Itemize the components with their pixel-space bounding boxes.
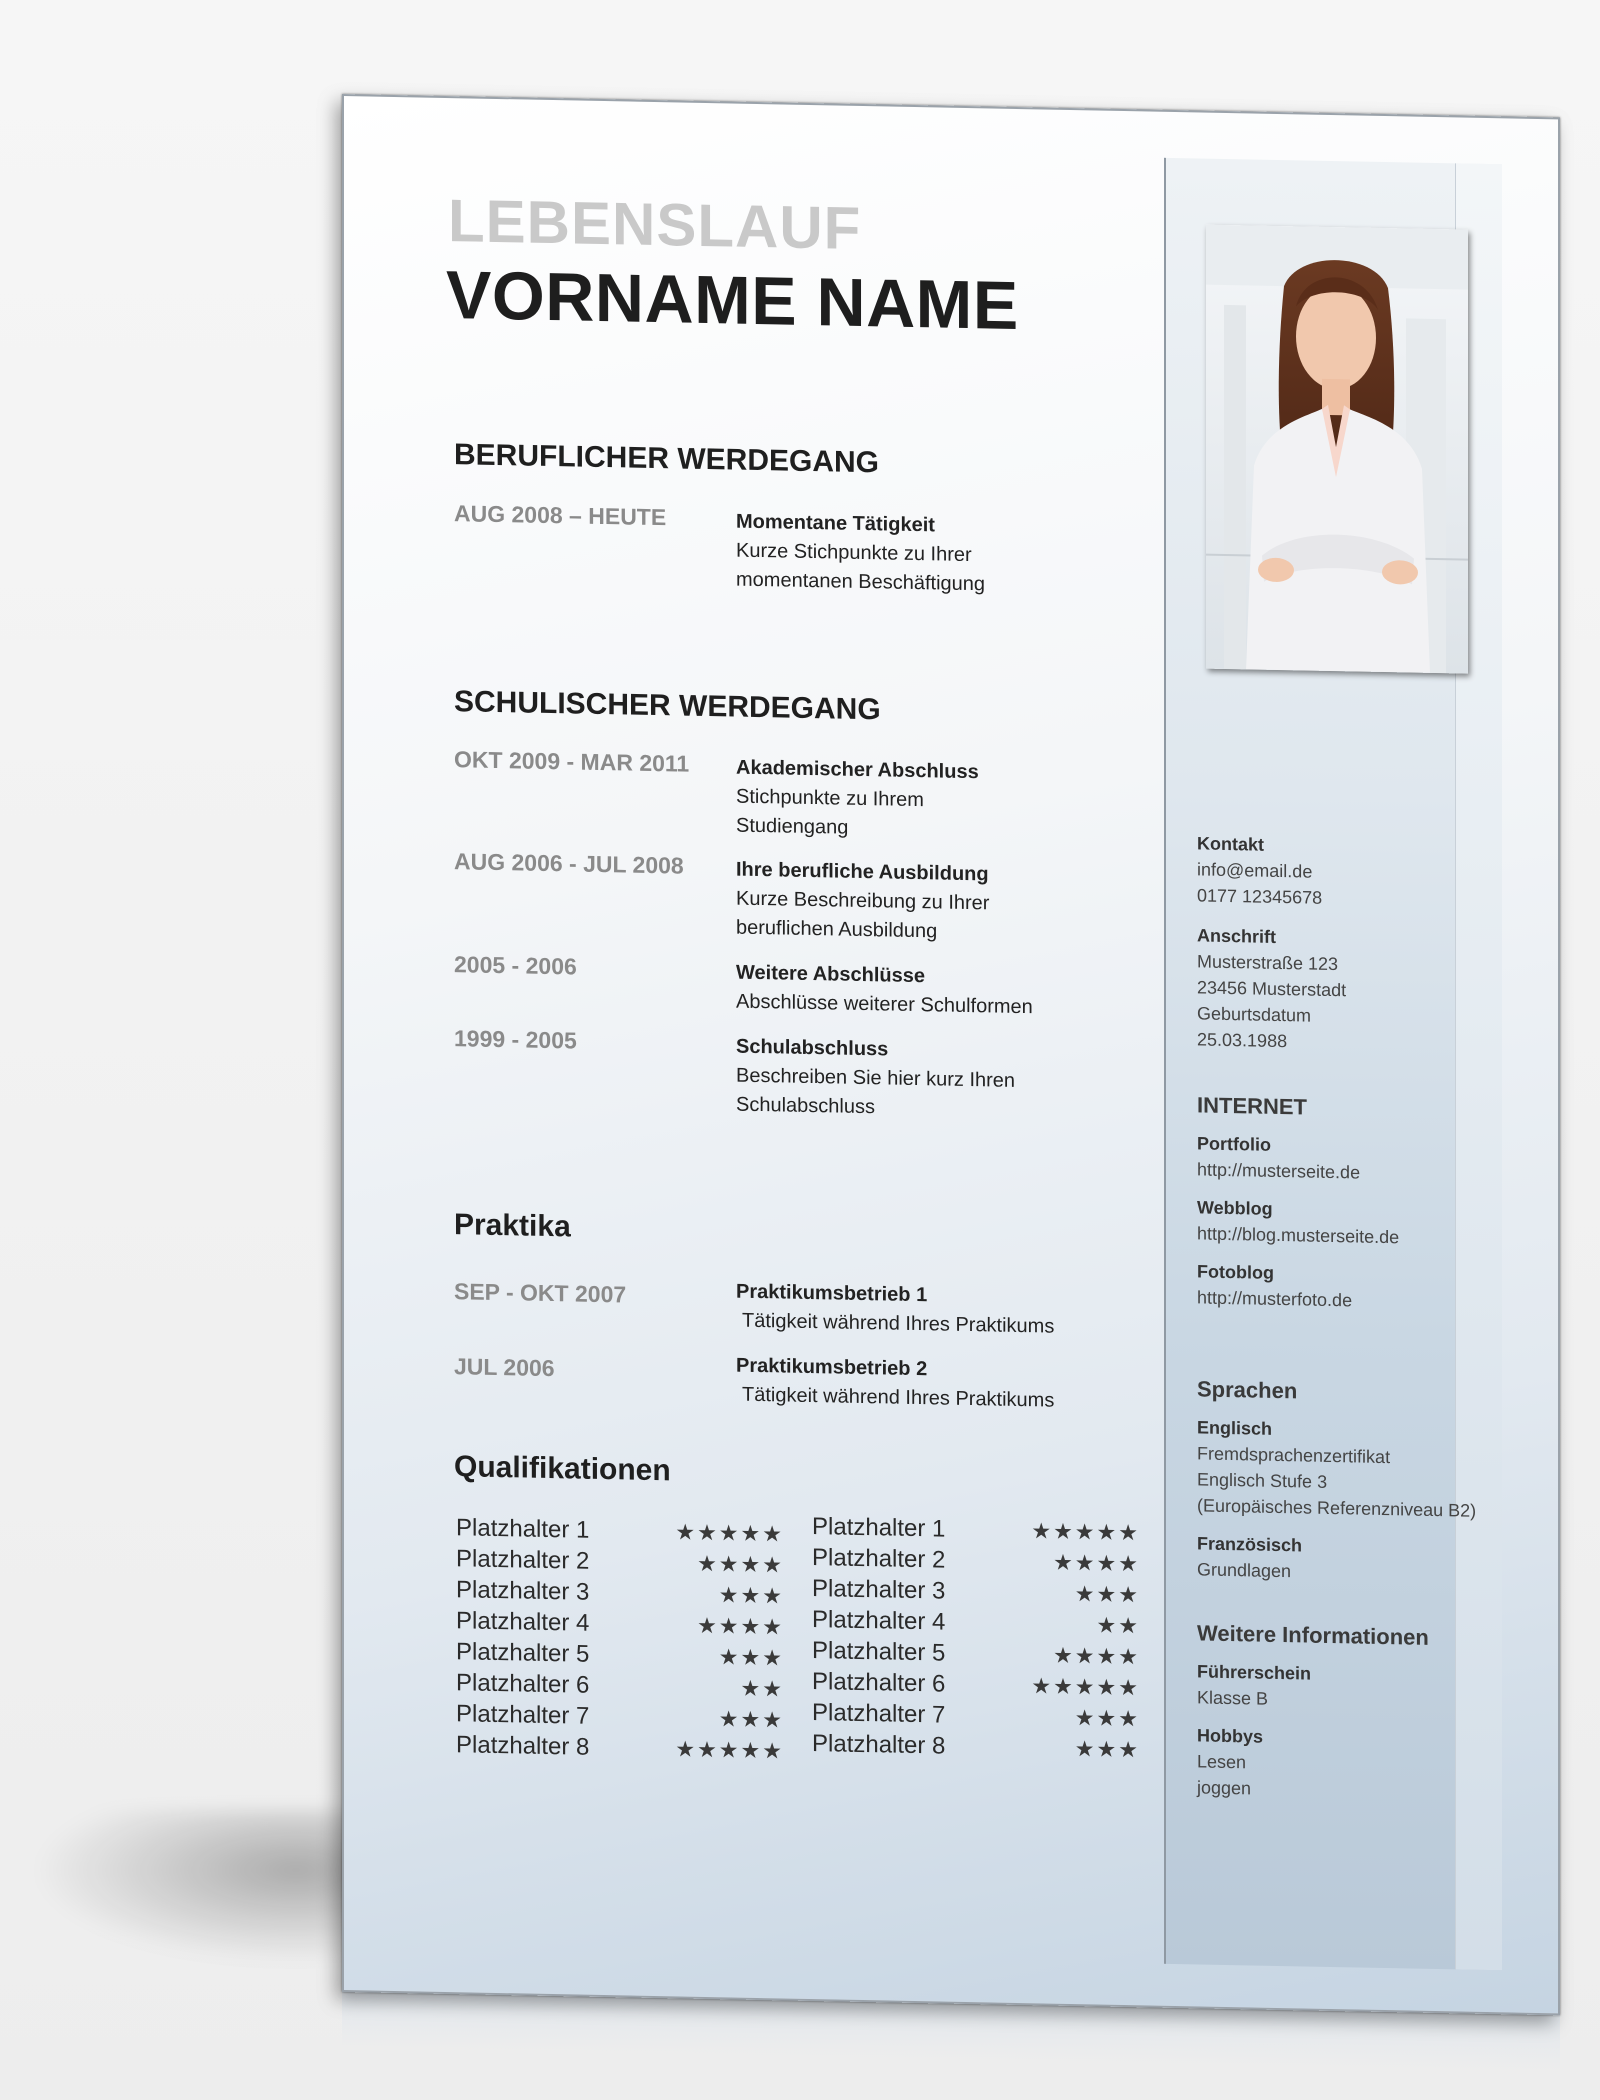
star-icon: ★ bbox=[675, 1519, 698, 1545]
star-icon: ★ bbox=[1118, 1581, 1140, 1608]
star-icon: ★ bbox=[1118, 1643, 1140, 1670]
star-icon: ★ bbox=[1096, 1736, 1119, 1762]
entry-title: Praktikumsbetrieb 1 bbox=[736, 1280, 928, 1307]
star-icon: ★ bbox=[718, 1551, 741, 1577]
star-icon: ★ bbox=[718, 1737, 741, 1763]
webblog-link[interactable]: http://blog.musterseite.de bbox=[1197, 1223, 1400, 1248]
star-icon: ★ bbox=[1031, 1673, 1054, 1699]
entry-desc: Stichpunkte zu Ihrem bbox=[736, 785, 924, 812]
star-rating bbox=[980, 1576, 1140, 1610]
profile-photo bbox=[1206, 225, 1468, 674]
entry-desc: Abschlüsse weiterer Schulformen bbox=[736, 990, 1033, 1019]
geburtsdatum-value: 25.03.1988 bbox=[1197, 1029, 1288, 1052]
sidebar-kontakt bbox=[1197, 830, 1497, 1058]
star-rating bbox=[624, 1608, 784, 1642]
qualifikation-label: Platzhalter 2 bbox=[456, 1545, 590, 1575]
section-title-beruflich: BERUFLICHER WERDEGANG bbox=[454, 438, 879, 480]
internet-title: INTERNET bbox=[1197, 1092, 1307, 1120]
star-icon: ★ bbox=[1096, 1581, 1119, 1607]
entry-date: AUG 2008 – HEUTE bbox=[454, 500, 667, 531]
qualifikation-label: Platzhalter 4 bbox=[812, 1606, 946, 1636]
qualifikation-label: Platzhalter 7 bbox=[456, 1700, 590, 1730]
star-icon: ★ bbox=[675, 1736, 698, 1762]
star-icon: ★ bbox=[762, 1521, 784, 1547]
qualifikation-label: Platzhalter 4 bbox=[456, 1607, 590, 1637]
star-icon: ★ bbox=[1096, 1705, 1119, 1731]
star-icon: ★ bbox=[762, 1552, 784, 1578]
star-icon: ★ bbox=[762, 1583, 784, 1609]
qualifikation-label: Platzhalter 7 bbox=[812, 1699, 946, 1729]
star-icon: ★ bbox=[740, 1582, 763, 1609]
star-icon: ★ bbox=[1074, 1705, 1097, 1731]
entry-desc: momentanen Beschäftigung bbox=[736, 568, 986, 596]
star-icon: ★ bbox=[1118, 1519, 1140, 1546]
star-icon: ★ bbox=[697, 1519, 719, 1546]
star-icon: ★ bbox=[1118, 1674, 1140, 1701]
webblog-label: Webblog bbox=[1197, 1197, 1273, 1219]
document-heading-main: VORNAME NAME bbox=[446, 256, 1019, 344]
entry-body bbox=[736, 856, 1116, 950]
star-rating bbox=[624, 1670, 784, 1704]
entry-desc: Tätigkeit während Ihres Praktikums bbox=[742, 1383, 1055, 1412]
entry-title: Schulabschluss bbox=[736, 1035, 889, 1061]
star-icon: ★ bbox=[697, 1550, 719, 1577]
englisch-detail: (Europäisches Referenzniveau B2) bbox=[1197, 1495, 1477, 1521]
city-value: 23456 Musterstadt bbox=[1197, 977, 1347, 1001]
star-rating bbox=[980, 1669, 1140, 1703]
entry-body bbox=[736, 1033, 1116, 1127]
star-icon: ★ bbox=[762, 1676, 784, 1702]
hobby-value: Lesen bbox=[1197, 1751, 1247, 1773]
qualifikation-label: Platzhalter 6 bbox=[456, 1669, 590, 1699]
star-icon: ★ bbox=[1031, 1518, 1054, 1544]
entry-body bbox=[736, 1352, 1116, 1417]
qualifikation-label: Platzhalter 1 bbox=[812, 1513, 946, 1543]
star-icon: ★ bbox=[1074, 1581, 1097, 1607]
fuehrerschein-label: Führerschein bbox=[1197, 1661, 1312, 1684]
star-icon: ★ bbox=[1096, 1612, 1119, 1638]
fotoblog-link[interactable]: http://musterfoto.de bbox=[1197, 1287, 1353, 1311]
franzoesisch-detail: Grundlagen bbox=[1197, 1559, 1292, 1582]
star-icon: ★ bbox=[1053, 1549, 1075, 1576]
englisch-label: Englisch bbox=[1197, 1417, 1273, 1439]
englisch-detail: Englisch Stufe 3 bbox=[1197, 1469, 1328, 1492]
entry-date: 2005 - 2006 bbox=[454, 951, 577, 980]
entry-desc: Schulabschluss bbox=[736, 1093, 875, 1119]
star-rating bbox=[624, 1701, 784, 1735]
star-icon: ★ bbox=[762, 1707, 784, 1733]
entry-date: OKT 2009 - MAR 2011 bbox=[454, 746, 690, 777]
star-icon: ★ bbox=[718, 1613, 741, 1639]
qualifikation-label: Platzhalter 5 bbox=[456, 1638, 590, 1668]
sidebar-internet bbox=[1197, 1130, 1497, 1316]
star-icon: ★ bbox=[1096, 1643, 1119, 1669]
star-rating bbox=[980, 1514, 1140, 1548]
star-rating bbox=[624, 1515, 784, 1549]
entry-title: Praktikumsbetrieb 2 bbox=[736, 1354, 928, 1381]
star-icon: ★ bbox=[762, 1645, 784, 1671]
entry-title: Akademischer Abschluss bbox=[736, 756, 979, 784]
hobby-value: joggen bbox=[1197, 1777, 1252, 1799]
sidebar-sprachen bbox=[1197, 1414, 1497, 1588]
englisch-detail: Fremdsprachenzertifikat bbox=[1197, 1443, 1391, 1468]
hobbys-label: Hobbys bbox=[1197, 1725, 1264, 1747]
qualifikation-label: Platzhalter 3 bbox=[456, 1576, 590, 1606]
star-rating bbox=[980, 1607, 1140, 1641]
star-icon: ★ bbox=[718, 1582, 741, 1608]
qualifikation-label: Platzhalter 8 bbox=[812, 1730, 946, 1760]
star-icon: ★ bbox=[740, 1706, 763, 1733]
entry-body bbox=[736, 754, 1116, 848]
star-icon: ★ bbox=[1118, 1705, 1140, 1732]
star-icon: ★ bbox=[697, 1612, 719, 1639]
star-icon: ★ bbox=[697, 1736, 719, 1763]
entry-desc: Beschreiben Sie hier kurz Ihren bbox=[736, 1064, 1016, 1092]
floor-shadow bbox=[40, 1810, 360, 1960]
profile-photo-image bbox=[1206, 225, 1468, 674]
section-title-qualifikationen: Qualifikationen bbox=[454, 1450, 671, 1488]
qualifikation-label: Platzhalter 5 bbox=[812, 1637, 946, 1667]
star-rating bbox=[624, 1577, 784, 1611]
star-rating bbox=[980, 1700, 1140, 1734]
email-value: info@email.de bbox=[1197, 859, 1313, 882]
qualifikation-label: Platzhalter 8 bbox=[456, 1731, 590, 1761]
star-icon: ★ bbox=[1096, 1550, 1119, 1576]
star-icon: ★ bbox=[762, 1614, 784, 1640]
qualifikation-label: Platzhalter 6 bbox=[812, 1668, 946, 1698]
entry-body bbox=[736, 959, 1116, 1024]
section-title-schulisch: SCHULISCHER WERDEGANG bbox=[454, 685, 881, 727]
phone-value: 0177 12345678 bbox=[1197, 885, 1323, 908]
star-icon: ★ bbox=[718, 1706, 741, 1732]
star-icon: ★ bbox=[1096, 1519, 1119, 1545]
star-icon: ★ bbox=[740, 1737, 763, 1764]
entry-date: JUL 2006 bbox=[454, 1353, 555, 1382]
qualifikationen-left-stars bbox=[624, 1515, 784, 1766]
star-rating bbox=[980, 1731, 1140, 1765]
weitere-title: Weitere Informationen bbox=[1197, 1620, 1429, 1650]
qualifikation-label: Platzhalter 2 bbox=[812, 1544, 946, 1574]
entry-date: AUG 2006 - JUL 2008 bbox=[454, 848, 684, 879]
star-rating bbox=[980, 1545, 1140, 1579]
geburtsdatum-label: Geburtsdatum bbox=[1197, 1003, 1312, 1026]
star-icon: ★ bbox=[1074, 1519, 1097, 1545]
entry-date: 1999 - 2005 bbox=[454, 1025, 577, 1054]
sidebar-weitere bbox=[1197, 1658, 1497, 1806]
star-icon: ★ bbox=[1074, 1736, 1097, 1762]
star-rating bbox=[980, 1638, 1140, 1672]
resume-sheet bbox=[342, 94, 1560, 2015]
entry-desc: Tätigkeit während Ihres Praktikums bbox=[742, 1309, 1055, 1338]
fuehrerschein-value: Klasse B bbox=[1197, 1687, 1269, 1709]
entry-title: Weitere Abschlüsse bbox=[736, 961, 925, 988]
qualifikation-label: Platzhalter 1 bbox=[456, 1514, 590, 1544]
franzoesisch-label: Französisch bbox=[1197, 1533, 1303, 1556]
entry-title: Ihre berufliche Ausbildung bbox=[736, 858, 989, 886]
star-icon: ★ bbox=[740, 1551, 763, 1578]
star-icon: ★ bbox=[1053, 1642, 1075, 1669]
star-icon: ★ bbox=[762, 1738, 784, 1764]
entry-desc: Kurze Beschreibung zu Ihrer bbox=[736, 887, 990, 915]
star-icon: ★ bbox=[1096, 1674, 1119, 1700]
entry-body bbox=[736, 508, 1116, 602]
star-rating bbox=[624, 1546, 784, 1580]
star-icon: ★ bbox=[740, 1675, 763, 1702]
fotoblog-label: Fotoblog bbox=[1197, 1261, 1274, 1283]
portfolio-link[interactable]: http://musterseite.de bbox=[1197, 1159, 1361, 1183]
star-icon: ★ bbox=[1118, 1612, 1140, 1639]
portfolio-label: Portfolio bbox=[1197, 1133, 1271, 1155]
star-icon: ★ bbox=[718, 1520, 741, 1546]
entry-desc: Kurze Stichpunkte zu Ihrer bbox=[736, 539, 972, 567]
star-icon: ★ bbox=[1118, 1736, 1140, 1763]
entry-desc: beruflichen Ausbildung bbox=[736, 916, 938, 943]
star-icon: ★ bbox=[1074, 1643, 1097, 1669]
entry-date: SEP - OKT 2007 bbox=[454, 1278, 627, 1308]
star-icon: ★ bbox=[740, 1520, 763, 1547]
star-icon: ★ bbox=[1074, 1674, 1097, 1700]
document-heading-sub: LEBENSLAUF bbox=[448, 187, 862, 262]
section-title-praktika: Praktika bbox=[454, 1208, 571, 1244]
entry-title: Momentane Tätigkeit bbox=[736, 510, 935, 537]
qualifikationen-right-stars bbox=[980, 1514, 1140, 1765]
star-icon: ★ bbox=[1053, 1518, 1075, 1545]
star-icon: ★ bbox=[1053, 1673, 1075, 1700]
star-icon: ★ bbox=[1074, 1550, 1097, 1576]
star-rating bbox=[624, 1732, 784, 1766]
star-icon: ★ bbox=[740, 1644, 763, 1671]
street-value: Musterstraße 123 bbox=[1197, 951, 1339, 975]
star-icon: ★ bbox=[1118, 1550, 1140, 1577]
anschrift-label: Anschrift bbox=[1197, 925, 1277, 947]
kontakt-label: Kontakt bbox=[1197, 833, 1264, 855]
entry-desc: Studiengang bbox=[736, 814, 849, 839]
star-icon: ★ bbox=[718, 1644, 741, 1670]
entry-body bbox=[736, 1278, 1116, 1343]
qualifikation-label: Platzhalter 3 bbox=[812, 1575, 946, 1605]
star-rating bbox=[624, 1639, 784, 1673]
sprachen-title: Sprachen bbox=[1197, 1376, 1298, 1404]
star-icon: ★ bbox=[740, 1613, 763, 1640]
